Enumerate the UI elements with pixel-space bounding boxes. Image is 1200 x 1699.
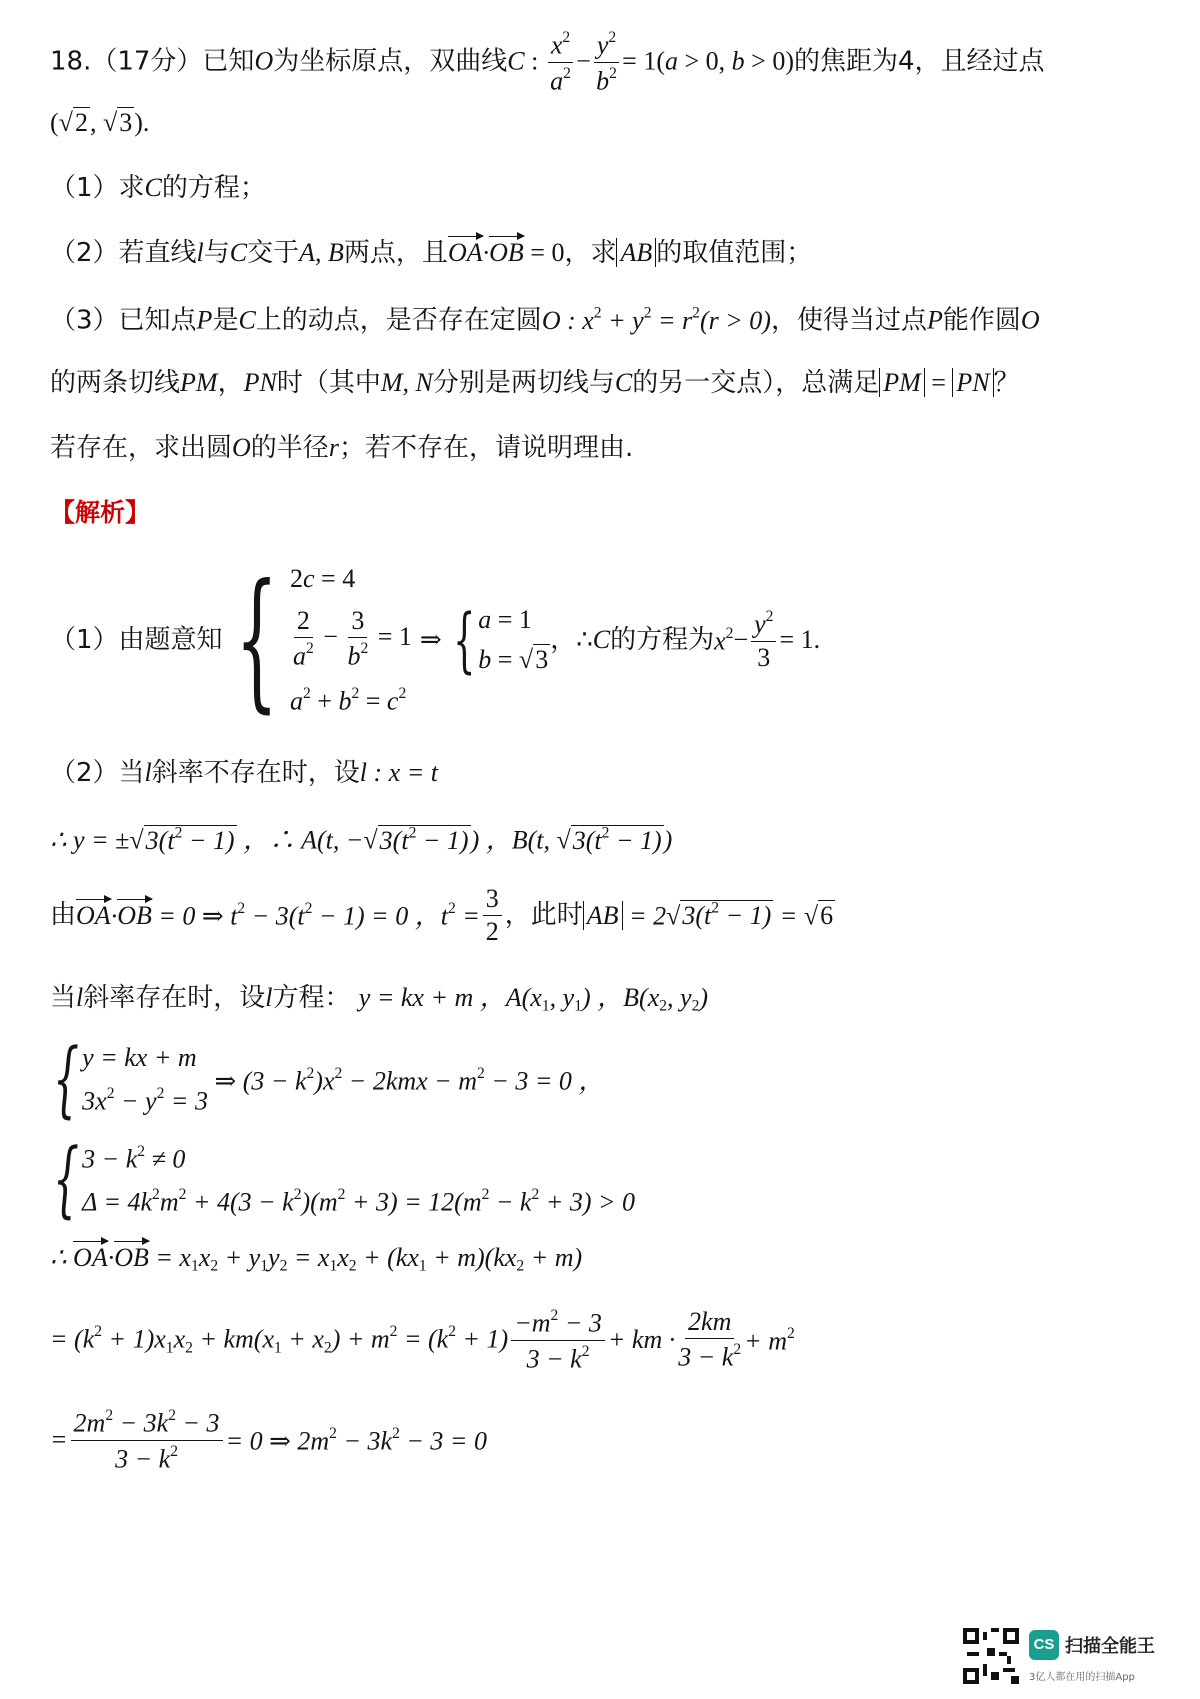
part-label: （3）已知点 (50, 305, 197, 336)
text: ；若不存在，请说明理由. (338, 433, 634, 463)
text: 当 (50, 983, 77, 1013)
math: C (507, 46, 525, 76)
text: ，此时 (504, 900, 583, 930)
text: 斜率不存在时，设 (151, 758, 360, 788)
problem-part-3 (50, 305, 1040, 334)
problem-header: 18.（17分）已知 (50, 46, 255, 77)
math: O (232, 433, 251, 462)
text: 能作圆 (942, 305, 1021, 336)
text: ？ (993, 368, 1020, 398)
math: = 0 (523, 238, 565, 267)
equation-line: 由 OA·OB = 0 ⇒ $t^2 - 3(t^2 - 1) = 0$ ，$t^2$ = $\frac{3}{2}$ ，此时 AB = $2√3(t^2 - 1) = √6$ (50, 883, 834, 946)
text: 方程： (272, 983, 351, 1013)
fraction: $\frac{y^2}{b^2}$ (594, 30, 619, 94)
solution-part-2: （2）当l斜率不存在时，设l : x = t (50, 758, 438, 788)
equation-line: = $(k^2 + 1)x_1x_2 + km(x_1 + x_2) + m^2 = (k^2 + 1)$ $\frac{-m^2 - 3}{3 - k^2}$ + km · $\frac{2km}{3 - k^2}$ + $m^2$ (50, 1306, 795, 1374)
text: ，使得当过点 (770, 305, 927, 336)
math: C (144, 173, 162, 202)
problem-part-2 (50, 240, 812, 266)
math: PM (879, 368, 925, 397)
math: PN (243, 368, 277, 397)
part-label: （1）由题意知 (50, 625, 223, 655)
math: PN (952, 368, 993, 397)
text: 若存在，求出圆 (50, 433, 233, 463)
brand-tagline: 3亿人都在用的扫描App (1029, 1672, 1135, 1683)
math: C (614, 368, 633, 397)
problem-part-3-end (50, 435, 633, 461)
problem-line-2 (50, 110, 149, 136)
text: 两点，且 (343, 238, 448, 268)
part-label: （1）求 (50, 173, 145, 203)
math: C (229, 238, 248, 267)
math: P (196, 305, 213, 335)
app-logo-icon: CS (1029, 1630, 1059, 1660)
equation-line: ∴ $y = \pm√3(t^2 - 1)$ ，∴ A(t, $-√3(t^2 - 1)$) ，B(t, $√3(t^2 - 1)$) (50, 824, 673, 855)
qr-code-icon (963, 1628, 1019, 1684)
math: O : $x^2 + y^2 = r^2(r > 0)$ (541, 304, 771, 335)
math: l (196, 238, 204, 267)
fraction: $\frac{x^2}{a^2}$ (548, 30, 573, 94)
scanner-watermark (963, 1628, 1178, 1686)
math: OA·OB (447, 238, 524, 267)
equation-line: 当l斜率存在时，设l方程： y = kx + m ，$A(x_1$, $y_1$) ，$B(x_2$, $y_2$) (50, 983, 709, 1015)
math: PM (180, 368, 218, 397)
solution-part-1: （1）由题意知 { 2c = 4 $\frac{2}{a^2}$ − $\frac{3}{b^2}$ = 1 $a^2 + b^2 = c^2$ ⇒ { a = 1 b = √3 ，∴ C 的方程为 $x^2$ − $\frac{y^2}{3}$ = 1. (50, 553, 821, 727)
text: 的两条切线 (50, 368, 181, 398)
point-coords: (√2, √3). (50, 108, 150, 137)
text: 交于 (247, 238, 300, 268)
part-label: （2）若直线 (50, 238, 197, 268)
math: P (926, 305, 943, 335)
text: 的方程； (161, 173, 266, 203)
text: 的半径 (250, 433, 329, 463)
text: 是 (212, 305, 239, 336)
math: = 1(a > 0, b > 0) (622, 46, 794, 76)
system: a = 1 b = √3 (478, 605, 549, 674)
text: ，求 (564, 238, 617, 268)
text: 上的动点，是否存在定圆 (255, 305, 542, 336)
text: 的焦距为4，且经过点 (794, 46, 1045, 77)
math: M, N (380, 368, 433, 397)
part-label: （2）当 (50, 758, 145, 788)
math: − (576, 46, 591, 76)
text: 的另一交点），总满足 (632, 368, 880, 398)
brand-name: 扫描全能王 (1065, 1636, 1155, 1657)
text: 的方程为 (610, 625, 715, 655)
problem-line-1 (50, 30, 1045, 94)
math: r (328, 433, 339, 462)
math: O (1020, 305, 1040, 335)
math: O (254, 46, 274, 76)
system: 2c = 4 $\frac{2}{a^2}$ − $\frac{3}{b^2}$ = 1 $a^2 + b^2 = c^2$ (289, 563, 412, 716)
text: 为坐标原点，双曲线 (273, 46, 508, 77)
text: 与 (203, 238, 230, 268)
equation-line: { y = kx + m $3x^2 - y^2 = 3$ ⇒ $(3 - k^2)x^2 - 2kmx - m^2 - 3 = 0$ ， (53, 1032, 605, 1127)
text: 时（其中 (276, 368, 381, 398)
text: 的取值范围； (656, 238, 813, 268)
text: 由 (50, 900, 77, 930)
equation-line: { $3 - k^2 \ne 0$ $\Delta = 4k^2m^2 + 4(3 - k^2)(m^2 + 3) = 12(m^2 - k^2 + 3) > 0$ (53, 1132, 636, 1227)
text: 斜率存在时，设 (83, 983, 266, 1013)
math: AB (616, 238, 656, 267)
problem-part-1 (50, 175, 266, 201)
math: $x^2$ (714, 624, 734, 656)
problem-part-3-cont: 的两条切线PM，PN时（其中M, N分别是两切线与C的另一交点），总满足 PM = PN ？ (50, 368, 1020, 398)
text: ，∴ (550, 625, 593, 655)
equation-line: = $\frac{2m^2 - 3k^2 - 3}{3 - k^2}$ = 0 ⇒ $2m^2 - 3k^2 - 3 = 0$ (50, 1406, 487, 1474)
math: A, B (299, 238, 344, 267)
equation-line: ∴ $OA\cdot OB = x_1x_2 + y_1y_2 = x_1x_2 + (kx_1 + m)(kx_2 + m)$ (50, 1243, 583, 1275)
solution-heading: 【解析】 (50, 498, 151, 527)
math: : (524, 46, 545, 76)
text: 分别是两切线与 (432, 368, 615, 398)
math: C (238, 305, 256, 335)
